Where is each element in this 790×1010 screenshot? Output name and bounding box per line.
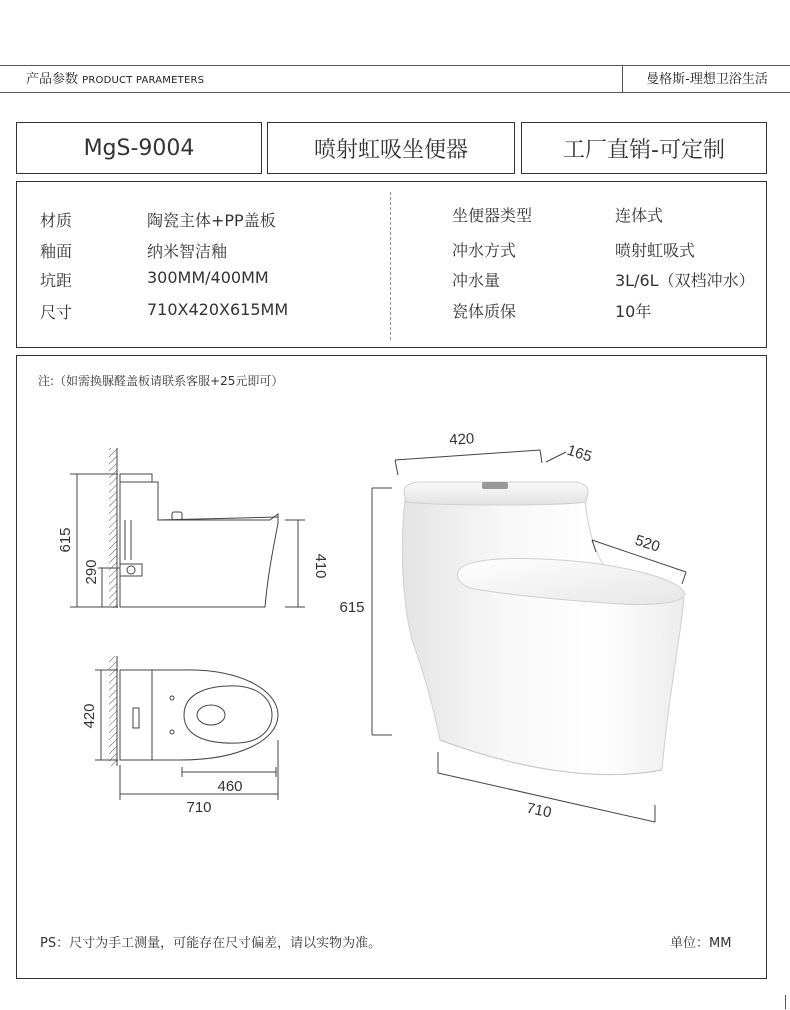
spec-label-flush-volume: 冲水量: [452, 271, 501, 290]
side-view-labels: [57, 527, 329, 584]
measurement-disclaimer: PS：尺寸为手工测量，可能存在尺寸偏差，请以实物为准。: [40, 936, 382, 951]
photo-base-length-label: 710: [524, 799, 553, 822]
seat-upgrade-note: 注:（如需换脲醛盖板请联系客服+25元即可）: [38, 374, 284, 388]
top-wall-hatch: [109, 656, 117, 766]
top-inner-length-label: 460: [217, 778, 243, 795]
wall-hatch: [109, 448, 117, 608]
spec-label-warranty: 瓷体质保: [452, 302, 517, 321]
spec-label-toilet-type: 坐便器类型: [452, 206, 533, 225]
spec-label-flush-method: 冲水方式: [452, 241, 517, 260]
product-type-box: 喷射虹吸坐便器: [267, 122, 515, 174]
photo-height-label: 615: [339, 599, 365, 616]
spec-value-rough-in: 300MM/400MM: [147, 268, 269, 287]
brand-slogan: 曼格斯-理想卫浴生活: [646, 72, 768, 87]
spec-label-glaze: 釉面: [40, 242, 73, 261]
spec-label-material: 材质: [40, 211, 73, 230]
unit-label: 单位：MM: [670, 936, 732, 951]
toilet-illustration: [402, 482, 684, 775]
side-bowl-height-label: 410: [312, 553, 329, 579]
photo-seat-length-label: 520: [632, 531, 662, 556]
spec-value-flush-volume: 3L/6L（双档冲水）: [615, 271, 755, 290]
spec-value-warranty: 10年: [615, 302, 652, 321]
model-number-box: MgS-9004: [16, 122, 262, 174]
side-view-drawing: [70, 448, 305, 608]
top-width-label: 420: [81, 703, 98, 729]
section-title-cn: 产品参数: [26, 72, 79, 87]
side-outlet-height-label: 290: [83, 559, 100, 585]
spec-value-toilet-type: 连体式: [615, 206, 664, 225]
top-length-label: 710: [186, 799, 212, 816]
section-title-en: PRODUCT PARAMETERS: [82, 75, 205, 86]
side-trap: [125, 520, 131, 560]
edge-mark: [785, 995, 786, 1009]
side-height-label: 615: [57, 527, 74, 553]
spec-value-material: 陶瓷主体+PP盖板: [147, 211, 276, 230]
flush-button: [482, 482, 508, 489]
spec-value-glaze: 纳米智洁釉: [147, 242, 228, 261]
top-view-drawing: [95, 656, 278, 800]
photo-tank-depth-label: 165: [564, 441, 594, 466]
spec-label-rough-in: 坑距: [40, 271, 73, 290]
spec-value-size: 710X420X615MM: [147, 300, 289, 319]
spec-label-size: 尺寸: [40, 303, 73, 322]
spec-value-flush-method: 喷射虹吸式: [615, 241, 696, 260]
photo-tank-width-label: 420: [448, 430, 475, 449]
sales-tagline-box: 工厂直销-可定制: [521, 122, 767, 174]
top-outline: [120, 670, 278, 760]
side-profile: [120, 474, 278, 607]
